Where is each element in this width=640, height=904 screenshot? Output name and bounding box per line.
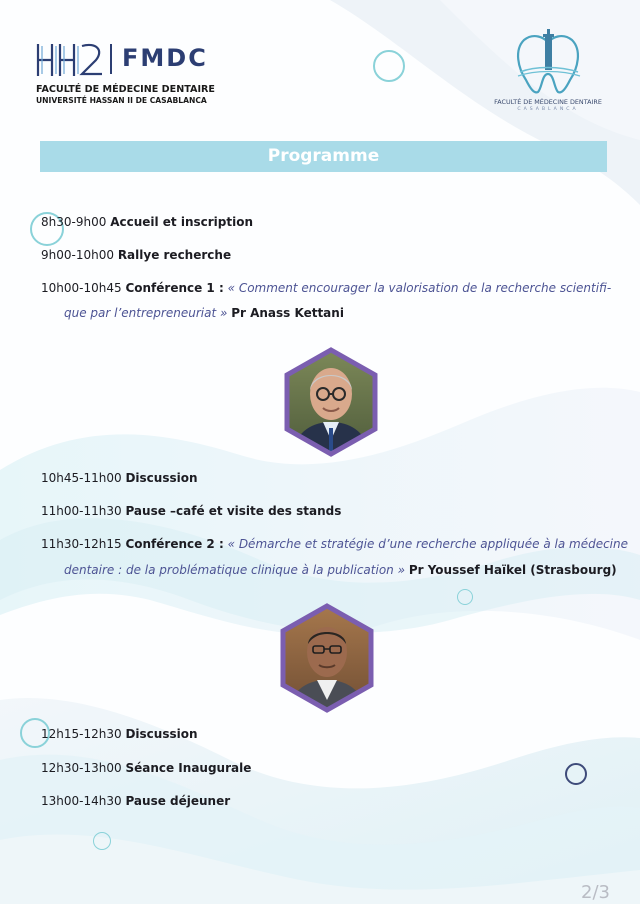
speaker-photo (279, 344, 383, 460)
conference-title: « Comment encourager la valorisation de la recherche scientifi- (227, 281, 612, 295)
item-activity: Conférence 1 : (125, 281, 224, 295)
logo-city: CASABLANCA (517, 107, 579, 112)
decorative-circle (565, 763, 587, 785)
program-item (41, 761, 251, 775)
speaker-name: Pr Youssef Haïkel (Strasbourg) (408, 563, 617, 577)
program-item (41, 794, 230, 808)
program-item (41, 727, 198, 741)
conference-title: « Démarche et stratégie d’une recherche appliquée à la médecine (227, 537, 628, 551)
program-item (41, 537, 628, 551)
logo-caption: FACULTÉ DE MÉDECINE DENTAIRE (494, 98, 602, 106)
program-item-continuation (64, 563, 617, 577)
item-time: 13h00-14h30 (41, 794, 122, 808)
tooth-mosque-icon (490, 28, 606, 98)
item-time: 10h00-10h45 (41, 281, 122, 295)
program-item-continuation (64, 306, 344, 320)
item-time: 12h15-12h30 (41, 727, 122, 741)
item-activity: Rallye recherche (117, 248, 232, 262)
item-activity: Conférence 2 : (125, 537, 224, 551)
uh2c-logo-icon (36, 40, 104, 80)
logo-divider (110, 44, 112, 74)
fmdc-logo (36, 40, 226, 106)
item-time: 10h45-11h00 (41, 471, 122, 485)
page-number: 2/3 (581, 882, 610, 903)
item-activity: Pause –café et visite des stands (125, 504, 342, 518)
conference-title: dentaire : de la problématique clinique à la publication » (64, 563, 405, 577)
logo-acronym: FMDC (122, 44, 208, 72)
program-item (41, 248, 231, 262)
item-time: 11h30-12h15 (41, 537, 122, 551)
logo-faculty-name: FACULTÉ DE MÉDECINE DENTAIRE (36, 84, 215, 95)
banner-title: Programme (267, 146, 380, 166)
decorative-circle (373, 50, 405, 82)
logo-university-name: UNIVERSITÉ HASSAN II DE CASABLANCA (36, 96, 207, 105)
conference-title: que par l’entrepreneuriat » (64, 306, 228, 320)
item-time: 12h30-13h00 (41, 761, 122, 775)
faculty-tooth-logo (490, 28, 606, 114)
item-time: 11h00-11h30 (41, 504, 122, 518)
decorative-circle (93, 832, 111, 850)
programme-banner (40, 141, 607, 172)
program-item (41, 281, 611, 295)
program-item (41, 504, 341, 518)
item-activity: Séance Inaugurale (125, 761, 252, 775)
program-item (41, 215, 253, 229)
program-item (41, 471, 198, 485)
speaker-name: Pr Anass Kettani (231, 306, 344, 320)
item-activity: Accueil et inscription (110, 215, 254, 229)
item-activity: Discussion (125, 727, 198, 741)
item-activity: Pause déjeuner (125, 794, 231, 808)
speaker-photo (275, 600, 379, 716)
item-time: 8h30-9h00 (41, 215, 107, 229)
decorative-circle (457, 589, 473, 605)
item-activity: Discussion (125, 471, 198, 485)
item-time: 9h00-10h00 (41, 248, 114, 262)
